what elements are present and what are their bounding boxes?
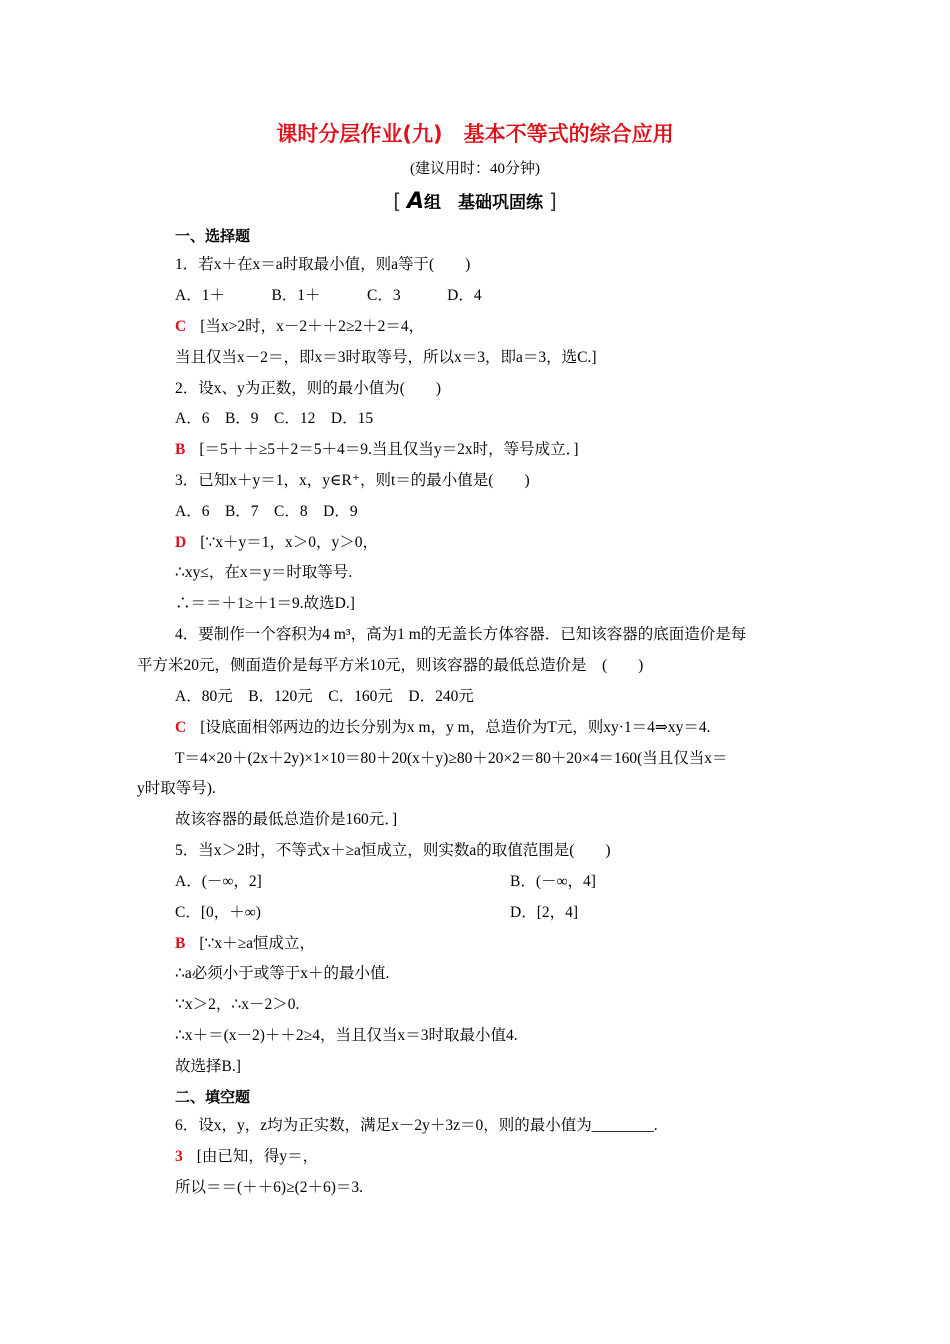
- solution-line: 故该容器的最低总造价是160元．]: [175, 811, 398, 828]
- question-stem: 5．当x＞2时，不等式x＋≥a恒成立，则实数a的取值范围是( ): [175, 842, 611, 859]
- solution-line: 所以＝＝(＋＋6)≥(2＋6)＝3.: [175, 1179, 364, 1196]
- group-label: 组 基础巩固练: [424, 193, 544, 213]
- solution-line: ∴xy≤，在x＝y＝时取等号.: [175, 564, 353, 581]
- option-d: D．[2，4]: [510, 904, 579, 921]
- option-c: C．[0，＋∞): [175, 904, 261, 921]
- section-heading: 一、选择题: [175, 227, 251, 245]
- solution-line: 故选择B.]: [175, 1058, 241, 1075]
- question-stem: 3．已知x＋y＝1，x，y∈R⁺，则t＝的最小值是( ): [175, 472, 530, 489]
- solution-line: [175, 440, 579, 460]
- solution-text: [＝5＋＋≥5＋2＝5＋4＝9.当且仅当y＝2x时，等号成立．]: [199, 441, 579, 458]
- answer-letter: D: [175, 534, 187, 551]
- solution-line: [175, 317, 424, 337]
- solution-line: [175, 1147, 318, 1167]
- question-options: A．1＋ B．1＋ C．3 D．4: [175, 287, 482, 304]
- answer-letter: C: [175, 318, 187, 335]
- solution-line: ∵x＞2，∴x－2＞0.: [175, 996, 300, 1013]
- answer-letter: B: [175, 441, 186, 458]
- solution-text: [当x>2时，x－2＋＋2≥2＋2＝4，: [200, 318, 425, 335]
- solution-line: ∴x＋＝(x－2)＋＋2≥4，当且仅当x＝3时取最小值4.: [175, 1027, 518, 1044]
- question-options: A．6 B．9 C．12 D．15: [175, 410, 374, 427]
- solution-line: [175, 533, 378, 553]
- solution-line: [175, 718, 710, 738]
- question-stem: 4．要制作一个容积为4 m³，高为1 m的无盖长方体容器．已知该容器的底面造价是每: [175, 626, 747, 643]
- section-heading: 二、填空题: [175, 1088, 251, 1106]
- question-options: A．80元 B．120元 C．160元 D．240元: [175, 688, 474, 705]
- suggested-time: (建议用时：40分钟): [410, 161, 540, 177]
- option-a: A．(－∞，2]: [175, 873, 262, 890]
- answer-letter: C: [175, 719, 187, 736]
- group-header: [0, 188, 950, 214]
- solution-line: ∴＝＝＋1≥＋1＝9.故选D.]: [175, 595, 355, 612]
- solution-line: ∴a必须小于或等于x＋的最小值.: [175, 965, 390, 982]
- solution-line: T＝4×20＋(2x＋2y)×1×10＝80＋20(x＋y)≥80＋20×2＝80＋20×4＝160(当且仅当x＝: [175, 750, 728, 767]
- question-stem-continued: 平方米20元，侧面造价是每平方米10元，则该容器的最低总造价是 ( ): [137, 657, 644, 674]
- group-right-bracket: ]: [548, 189, 557, 213]
- answer-letter: B: [175, 935, 186, 952]
- solution-text: [∵x＋y＝1，x＞0，y＞0，: [200, 534, 378, 551]
- question-stem: 2．设x、y为正数，则的最小值为( ): [175, 380, 442, 397]
- option-b: B．(－∞，4]: [510, 873, 596, 890]
- answer-value: 3: [175, 1148, 183, 1165]
- group-left-bracket: [: [393, 189, 402, 213]
- solution-text: [∵x＋≥a恒成立，: [199, 935, 316, 952]
- solution-text: [由已知，得y＝，: [196, 1148, 319, 1165]
- question-stem: 1．若x＋在x＝a时取最小值，则a等于( ): [175, 256, 471, 273]
- question-stem: 6．设x，y，z均为正实数，满足x－2y＋3z＝0，则的最小值为________.: [175, 1117, 658, 1134]
- solution-line: y时取等号).: [137, 780, 216, 797]
- solution-line: 当且仅当x－2＝，即x＝3时取等号，所以x＝3，即a＝3，选C.]: [175, 349, 597, 366]
- question-options: A．6 B．7 C．8 D．9: [175, 503, 358, 520]
- group-letter: A: [406, 189, 425, 214]
- solution-line: [175, 934, 315, 954]
- solution-text: [设底面相邻两边的边长分别为x m，y m，总造价为T元，则xy·1＝4⇒xy＝4.: [200, 719, 711, 736]
- page-title: 课时分层作业(九) 基本不等式的综合应用: [276, 122, 674, 146]
